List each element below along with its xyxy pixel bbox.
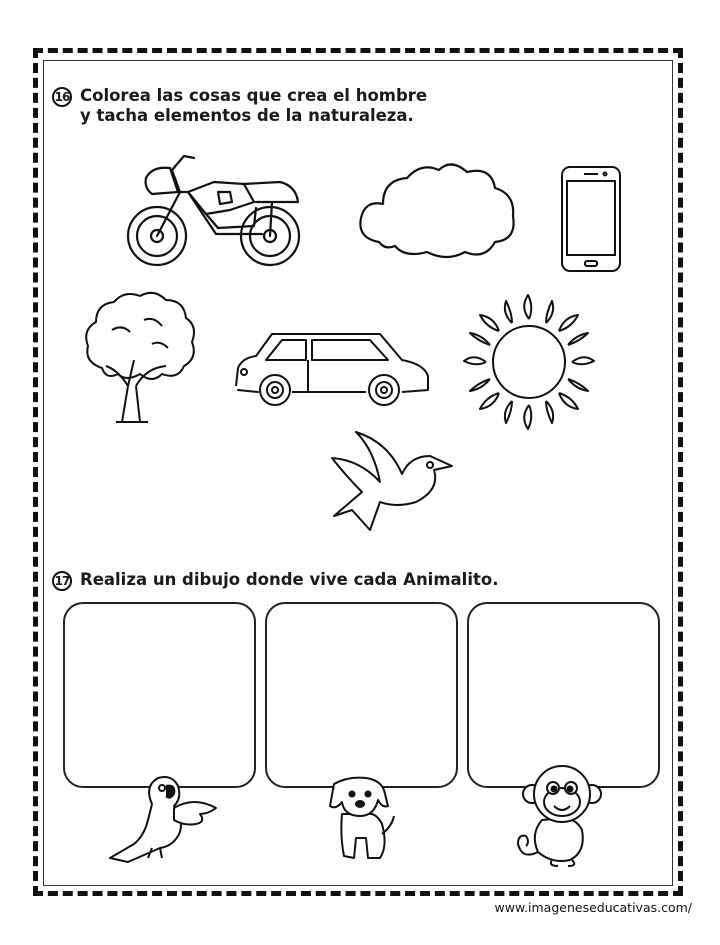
parrot-icon: [104, 774, 224, 866]
exercise-16-instruction: [52, 86, 427, 126]
drawing-box-parrot[interactable]: [63, 602, 256, 788]
smartphone-icon[interactable]: [560, 165, 622, 273]
drawing-box-dog[interactable]: [265, 602, 458, 788]
exercise-number-16: 16: [52, 87, 72, 107]
exercise-16-line-1: Colorea las cosas que crea el hombre: [80, 86, 428, 105]
dog-icon: [322, 776, 397, 866]
car-icon[interactable]: [232, 330, 432, 412]
drawing-box-monkey[interactable]: [467, 602, 660, 788]
exercise-17-text: Realiza un dibujo donde vive cada Animalito.: [80, 570, 499, 589]
sun-icon[interactable]: [462, 293, 597, 431]
monkey-icon: [512, 764, 607, 869]
exercise-number-17: 17: [52, 571, 72, 591]
bird-icon[interactable]: [330, 430, 455, 535]
exercise-16-text: [80, 86, 427, 126]
cloud-icon[interactable]: [355, 162, 520, 262]
footer-url[interactable]: www.imageneseducativas.com/: [494, 900, 692, 915]
motorcycle-icon[interactable]: [122, 152, 307, 270]
exercise-17-instruction: [52, 570, 498, 591]
tree-icon[interactable]: [82, 290, 200, 425]
exercise-16-line-2: y tacha elementos de la naturaleza.: [80, 106, 414, 125]
